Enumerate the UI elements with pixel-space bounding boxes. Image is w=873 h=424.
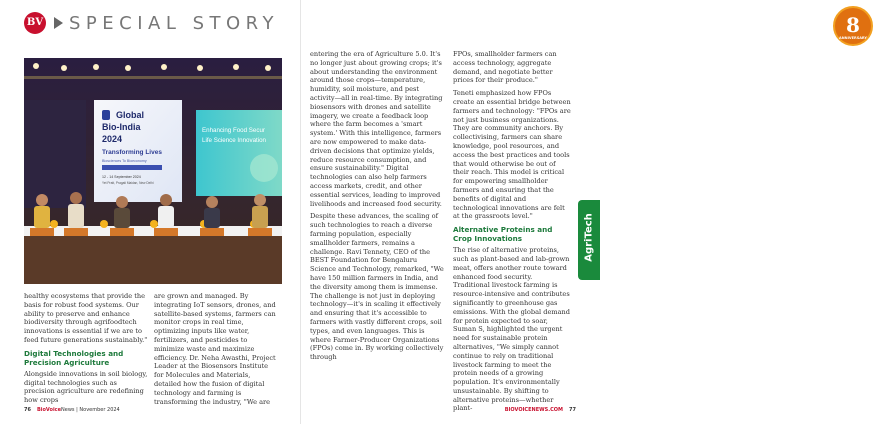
conference-photo <box>24 58 282 284</box>
left-page <box>0 0 300 424</box>
paragraph: The rise of alternative proteins, such as plant-based and lab-grown meat, offers another route toward enhanced food security. Traditional livestock farming is resource-intensive and contributes significantly to greenhouse gas emissions. With the global demand for protein expected to soar, Suman S, highlighted the urgent need for sustainable protein alternatives, "We simply cannot continue to rely on traditional livestock farming to meet the protein needs of a growing population. It's environmentally unsustainable. By shifting to alternative proteins—whether plant- <box>453 246 571 413</box>
right-column-1 <box>310 50 444 366</box>
screen-line5: Biosciences To Bioeconomy <box>102 159 147 163</box>
screen-right-line1: Enhancing Food Secur <box>202 127 265 134</box>
left-column-1 <box>24 292 148 409</box>
paragraph: Despite these advances, the scaling of such technologies to reach a diverse farming population, especially smallholder farmers, remains a challenge. Ravi Tennety, CEO of the BEST Foundation for Bengaluru Science and Technology, remarked, "We have 150 million farmers in India, and the diversity among them is immense. The challenge is not just in deploying technology—it's in scaling it effectively and ensuring that it's accessible to farmers with vastly different crops, soil types, and even languages. This is where Farmer-Producer Organizations (FPOs) come in. By working collectively through <box>310 212 444 362</box>
screen-line6: 12 - 14 September 2024 <box>102 175 141 179</box>
play-arrow-icon <box>54 17 63 29</box>
issue-date: | November 2024 <box>76 407 120 413</box>
brand-rest: News <box>61 407 75 413</box>
website-url: BIOVOICENEWS.COM <box>504 407 564 413</box>
page-number: 76 <box>24 407 31 413</box>
section-header <box>0 0 300 40</box>
right-footer <box>505 407 576 413</box>
anniversary-badge <box>833 6 873 46</box>
conference-stage-illustration <box>24 58 282 284</box>
screen-line3: 2024 <box>102 134 123 144</box>
paragraph: healthy ecosystems that provide the basis for robust food systems. Our ability to preserve and enhance biodiversity through agrifoodtech innovations is essential if we are to feed future generations sustainably." <box>24 292 148 344</box>
agritech-tab <box>578 200 600 280</box>
screen-line7: Yet Pratt, Pragati Maidan, New Delhi <box>102 181 154 185</box>
badge-text: ANNIVERSARY <box>839 36 867 40</box>
left-column-2 <box>154 292 278 410</box>
badge-number: 8 <box>846 13 860 37</box>
section-title: SPECIAL STORY <box>69 13 280 34</box>
left-footer <box>24 407 120 413</box>
screen-right-line2: Life Science Innovation <box>202 137 266 144</box>
paragraph: FPOs, smallholder farmers can access technology, aggregate demand, and negotiate better prices for their produce." <box>453 50 557 85</box>
paragraph: entering the era of Agriculture 5.0. It's no longer just about growing crops; it's about understanding the environment around those crops—temperature, humidity, soil moisture, and pest activity—all in real-time. By integrating biosensors with drones and satellite imagery, we create a feedback loop where the farm becomes a 'smart system.' With this intelligence, farmers are now empowered to make data-driven decisions that optimize yields, reduce resource consumption, and ensure sustainability." Digital technologies can also help farmers access markets, credit, and other essential services, leading to improved livelihoods and increased food security. <box>310 50 443 208</box>
paragraph: are grown and managed. By integrating IoT sensors, drones, and satellite-based systems, farmers can monitor crops in real time, optimizing inputs like water, fertilizers, and pesticides to minimize waste and maximize efficiency. Dr. Neha Awasthi, Project Leader at the Biosensors Institute for Molecules and Materials, detailed how the fusion of digital technology and farming is transforming the industry, "We are <box>154 292 276 406</box>
subheading-alternative-proteins: Alternative Proteins and Crop Innovations <box>453 225 553 244</box>
right-column-2 <box>453 50 571 417</box>
screen-line4: Transforming Lives <box>102 149 162 156</box>
paragraph: Alongside innovations in soil biology, digital technologies such as precision agriculture are redefining how crops <box>24 369 148 405</box>
subheading-digital-technologies: Digital Technologies and Precision Agriculture <box>24 348 124 367</box>
paragraph: Teneti emphasized how FPOs create an essential bridge between farmers and technology: "FPOs are not just business organizations. They are community anchors. By collectivising, farmers can share knowledge, pool resources, and access the best practices and tools that would otherwise be out of their reach. This model is critical for empowering smallholder farmers and ensuring that the benefits of digital and technological innovations are felt at the grassroots level." <box>453 89 571 221</box>
screen-line2: Bio-India <box>102 122 141 132</box>
brand-red: BioVoice <box>36 407 62 413</box>
screen-line1: Global <box>116 110 145 120</box>
bv-logo: BV <box>24 12 46 34</box>
agritech-label: AgriTech <box>583 213 595 262</box>
page-number: 77 <box>569 407 576 413</box>
